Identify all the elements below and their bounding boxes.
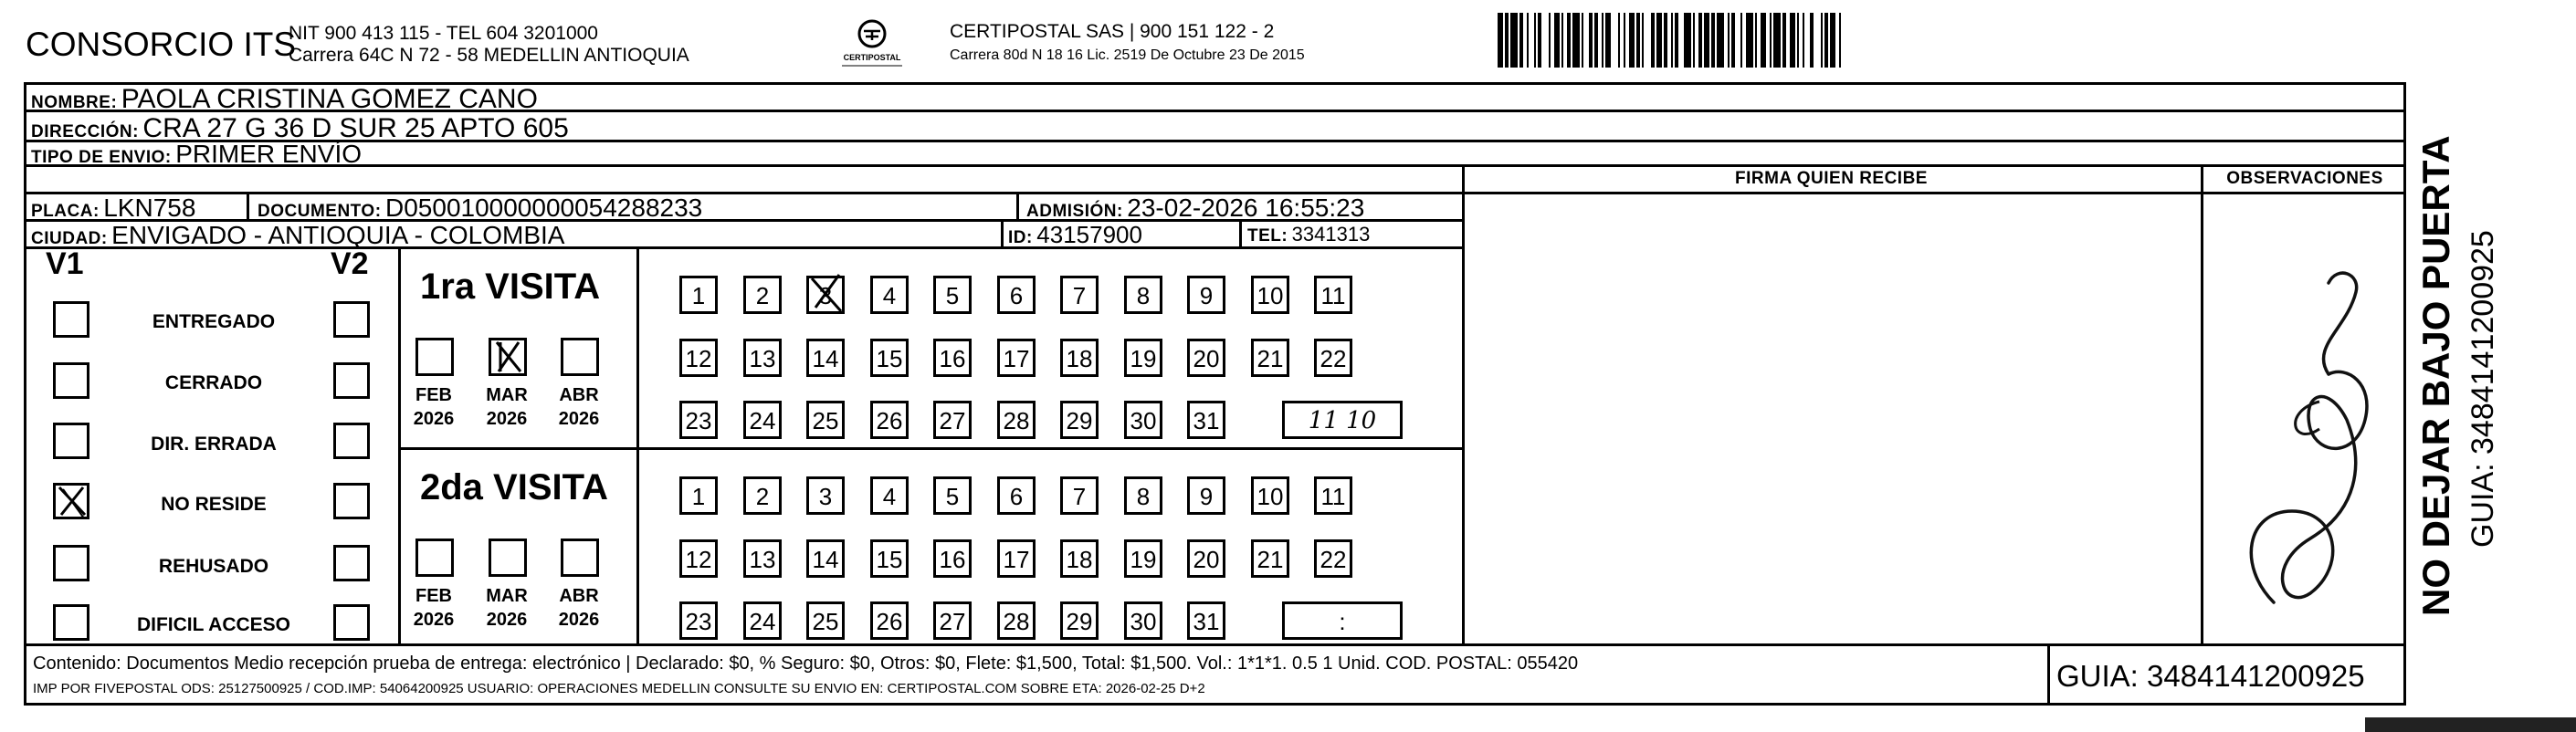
visit-title: 2da VISITA bbox=[420, 467, 608, 507]
reason-label: DIR. ERRADA bbox=[151, 434, 277, 455]
ciudad-value: ENVIGADO - ANTIOQUIA - COLOMBIA bbox=[111, 221, 565, 249]
day-box[interactable]: 18 bbox=[1060, 539, 1099, 578]
day-box[interactable]: 26 bbox=[870, 601, 909, 640]
reason-label: ENTREGADO bbox=[152, 311, 276, 332]
day-box[interactable]: 11 bbox=[1314, 476, 1352, 515]
documento-field bbox=[258, 193, 702, 223]
divider bbox=[2201, 164, 2203, 646]
barcode-bar bbox=[1790, 13, 1795, 68]
divider bbox=[398, 447, 1465, 450]
month-label bbox=[479, 383, 534, 431]
divider bbox=[636, 246, 639, 643]
day-box[interactable]: 30 bbox=[1124, 401, 1162, 439]
v1-checkbox[interactable] bbox=[53, 362, 89, 399]
certipostal-logo bbox=[831, 18, 913, 69]
check-x-icon bbox=[56, 486, 87, 517]
barcode-bar bbox=[1740, 13, 1742, 68]
side-guia: GUIA: 3484141200925 bbox=[2466, 230, 2500, 548]
barcode-bar bbox=[1624, 13, 1625, 68]
v2-label: V2 bbox=[331, 246, 369, 281]
barcode-bar bbox=[1618, 13, 1620, 68]
barcode-bar bbox=[1572, 13, 1580, 68]
barcode-bar bbox=[1671, 13, 1673, 68]
barcode-bar bbox=[1567, 13, 1571, 68]
month-checkbox[interactable] bbox=[489, 539, 527, 577]
month-name: MAR bbox=[486, 586, 528, 606]
day-box[interactable]: 15 bbox=[870, 539, 909, 578]
barcode-bar bbox=[1594, 13, 1598, 68]
day-box[interactable]: 29 bbox=[1060, 601, 1099, 640]
barcode-bar bbox=[1519, 13, 1523, 68]
day-box[interactable]: 24 bbox=[743, 601, 782, 640]
month-label bbox=[552, 383, 606, 431]
day-box[interactable]: 9 bbox=[1187, 276, 1225, 314]
v2-checkbox[interactable] bbox=[333, 423, 370, 459]
ciudad-label: CIUDAD: bbox=[31, 229, 108, 248]
barcode-bar bbox=[1698, 13, 1702, 68]
reason-label: CERRADO bbox=[164, 372, 263, 393]
v2-checkbox[interactable] bbox=[333, 362, 370, 399]
day-box[interactable]: 25 bbox=[806, 401, 845, 439]
barcode-bar bbox=[1656, 13, 1662, 68]
tel-value: 3341313 bbox=[1291, 223, 1371, 246]
divider bbox=[24, 164, 2406, 167]
nombre-field bbox=[31, 84, 538, 115]
nombre-value: PAOLA CRISTINA GOMEZ CANO bbox=[121, 84, 538, 114]
month-checkbox[interactable] bbox=[415, 539, 454, 577]
barcode-bar bbox=[1582, 13, 1583, 68]
day-box[interactable]: 25 bbox=[806, 601, 845, 640]
day-box[interactable]: 31 bbox=[1187, 401, 1225, 439]
no-dejar-bajo-puerta: NO DEJAR BAJO PUERTA bbox=[2414, 135, 2457, 616]
reason-label: REHUSADO bbox=[158, 556, 269, 577]
certipostal-line-2: Carrera 80d N 18 16 Lic. 2519 De Octubre 23 De 2015 bbox=[950, 47, 1305, 63]
barcode-bar bbox=[1797, 13, 1799, 68]
id-field bbox=[1008, 221, 1142, 249]
tipo-envio-label: TIPO DE ENVIO: bbox=[31, 148, 172, 167]
barcode-bar bbox=[1589, 13, 1593, 68]
barcode-bar bbox=[1773, 13, 1781, 68]
barcode-bar bbox=[1731, 13, 1735, 68]
day-box[interactable]: 22 bbox=[1314, 539, 1352, 578]
reason-label: DIFICIL ACCESO bbox=[136, 614, 290, 635]
check-x-icon bbox=[806, 271, 848, 313]
month-name: MAR bbox=[486, 385, 528, 405]
month-name: ABR bbox=[559, 586, 599, 606]
documento-value: D050010000000054288233 bbox=[385, 193, 703, 222]
day-box[interactable]: 15 bbox=[870, 339, 909, 377]
day-box[interactable]: 1 bbox=[679, 276, 718, 314]
day-box[interactable]: 8 bbox=[1124, 476, 1162, 515]
barcode-bar bbox=[1770, 13, 1772, 68]
day-box[interactable]: 28 bbox=[997, 401, 1036, 439]
day-number: 3 bbox=[818, 282, 833, 309]
month-label bbox=[406, 584, 461, 632]
day-box[interactable]: 2 bbox=[743, 476, 782, 515]
day-box[interactable]: 27 bbox=[933, 601, 972, 640]
id-value: 43157900 bbox=[1036, 221, 1142, 248]
day-box[interactable]: 21 bbox=[1251, 339, 1289, 377]
barcode-bar bbox=[1505, 13, 1509, 68]
day-box[interactable] bbox=[806, 276, 845, 314]
day-box[interactable]: 28 bbox=[997, 601, 1036, 640]
month-checkbox[interactable] bbox=[561, 539, 599, 577]
v1-checkbox[interactable] bbox=[53, 301, 89, 338]
barcode-bar bbox=[1821, 13, 1823, 68]
bottom-edge-mark bbox=[2365, 717, 2576, 732]
month-year: 2026 bbox=[486, 409, 528, 429]
tipo-envio-value: PRIMER ENVÍO bbox=[175, 140, 363, 168]
visit-title: 1ra VISITA bbox=[420, 267, 601, 307]
divider bbox=[1001, 219, 1004, 246]
month-name: FEB bbox=[415, 586, 452, 606]
barcode-bar bbox=[1810, 13, 1814, 68]
day-box[interactable]: 10 bbox=[1251, 476, 1289, 515]
barcode-bar bbox=[1684, 13, 1691, 68]
barcode-bar bbox=[1605, 13, 1611, 68]
day-box[interactable]: 19 bbox=[1124, 539, 1162, 578]
day-box[interactable]: 23 bbox=[679, 601, 718, 640]
documento-label: DOCUMENTO: bbox=[258, 202, 382, 221]
day-box[interactable]: 19 bbox=[1124, 339, 1162, 377]
barcode-bar bbox=[1642, 13, 1644, 68]
v1-checkbox[interactable] bbox=[53, 545, 89, 581]
barcode-bar bbox=[1554, 13, 1560, 68]
day-box[interactable]: 20 bbox=[1187, 539, 1225, 578]
barcode-bar bbox=[1693, 13, 1695, 68]
firma-label: FIRMA QUIEN RECIBE bbox=[1735, 169, 1928, 188]
barcode-bar bbox=[1803, 13, 1804, 68]
month-checkbox[interactable] bbox=[561, 338, 599, 376]
day-box[interactable]: 1 bbox=[679, 476, 718, 515]
barcode-bar bbox=[1534, 13, 1536, 68]
barcode-bar bbox=[1675, 13, 1678, 68]
day-box[interactable]: 12 bbox=[679, 339, 718, 377]
v1-checkbox[interactable] bbox=[53, 483, 89, 519]
day-box[interactable]: 5 bbox=[933, 476, 972, 515]
certipostal-line-1: CERTIPOSTAL SAS | 900 151 122 - 2 bbox=[950, 21, 1275, 42]
day-box[interactable]: 29 bbox=[1060, 401, 1099, 439]
divider bbox=[2047, 643, 2050, 706]
divider bbox=[247, 192, 249, 219]
day-box[interactable]: 2 bbox=[743, 276, 782, 314]
nombre-label: NOMBRE: bbox=[31, 93, 118, 112]
placa-field bbox=[31, 193, 195, 223]
time-box[interactable]: : bbox=[1282, 601, 1403, 640]
day-box[interactable]: 3 bbox=[806, 476, 845, 515]
month-label bbox=[479, 584, 534, 632]
v1-checkbox[interactable] bbox=[53, 604, 89, 641]
barcode-bar bbox=[1549, 13, 1551, 68]
reason-label: NO RESIDE bbox=[161, 494, 267, 515]
day-box[interactable]: 14 bbox=[806, 539, 845, 578]
month-year: 2026 bbox=[558, 409, 600, 429]
v2-checkbox[interactable] bbox=[333, 301, 370, 338]
barcode-bar bbox=[1839, 13, 1841, 68]
day-box[interactable]: 31 bbox=[1187, 601, 1225, 640]
month-name: FEB bbox=[415, 385, 452, 405]
recipient-signature bbox=[2210, 237, 2392, 630]
day-box[interactable]: 18 bbox=[1060, 339, 1099, 377]
v2-checkbox[interactable] bbox=[333, 483, 370, 519]
v2-checkbox[interactable] bbox=[333, 545, 370, 581]
barcode-bar bbox=[1636, 13, 1640, 68]
day-box[interactable]: 23 bbox=[679, 401, 718, 439]
month-year: 2026 bbox=[558, 610, 600, 630]
day-box[interactable]: 13 bbox=[743, 539, 782, 578]
barcode bbox=[1498, 13, 2219, 68]
divider bbox=[398, 246, 401, 643]
divider bbox=[1016, 192, 1019, 219]
barcode-bar bbox=[1629, 13, 1635, 68]
admision-label: ADMISIÓN: bbox=[1026, 202, 1123, 221]
company-name: CONSORCIO ITS bbox=[26, 26, 297, 63]
day-box[interactable]: 10 bbox=[1251, 276, 1289, 314]
month-year: 2026 bbox=[413, 409, 455, 429]
barcode-bar bbox=[1717, 13, 1724, 68]
barcode-bar bbox=[1830, 13, 1835, 68]
month-checkbox[interactable] bbox=[489, 338, 527, 376]
barcode-bar bbox=[1602, 13, 1603, 68]
ciudad-field bbox=[31, 221, 564, 250]
month-year: 2026 bbox=[413, 610, 455, 630]
guia-footer: GUIA: 3484141200925 bbox=[2056, 659, 2365, 693]
tipo-envio-field bbox=[31, 140, 362, 169]
company-info-line-1: NIT 900 413 115 - TEL 604 3201000 bbox=[289, 23, 598, 44]
tel-label: TEL: bbox=[1247, 226, 1288, 246]
day-box[interactable]: 4 bbox=[870, 276, 909, 314]
month-checkbox[interactable] bbox=[415, 338, 454, 376]
admision-value: 23-02-2026 16:55:23 bbox=[1127, 193, 1365, 222]
logo-text: CERTIPOSTAL bbox=[843, 53, 901, 62]
direccion-value: CRA 27 G 36 D SUR 25 APTO 605 bbox=[142, 113, 569, 143]
day-box[interactable]: 16 bbox=[933, 539, 972, 578]
day-box[interactable]: 11 bbox=[1314, 276, 1352, 314]
day-box[interactable]: 20 bbox=[1187, 339, 1225, 377]
divider bbox=[1462, 164, 1465, 646]
day-box[interactable]: 17 bbox=[997, 339, 1036, 377]
barcode-bar bbox=[1782, 13, 1786, 68]
observaciones-label: OBSERVACIONES bbox=[2226, 169, 2383, 188]
divider bbox=[1239, 219, 1242, 246]
id-label: ID: bbox=[1008, 228, 1033, 247]
barcode-bar bbox=[1651, 13, 1655, 68]
check-x-icon bbox=[491, 340, 524, 373]
time-box[interactable]: 11 10 bbox=[1282, 401, 1403, 439]
v1-checkbox[interactable] bbox=[53, 423, 89, 459]
day-box[interactable]: 7 bbox=[1060, 276, 1099, 314]
day-box[interactable]: 12 bbox=[679, 539, 718, 578]
barcode-bar bbox=[1728, 13, 1730, 68]
v2-checkbox[interactable] bbox=[333, 604, 370, 641]
month-name: ABR bbox=[559, 385, 599, 405]
barcode-bar bbox=[1527, 13, 1529, 68]
barcode-bar bbox=[1561, 13, 1563, 68]
day-box[interactable]: 27 bbox=[933, 401, 972, 439]
month-label bbox=[552, 584, 606, 632]
day-box[interactable]: 8 bbox=[1124, 276, 1162, 314]
barcode-bar bbox=[1746, 13, 1753, 68]
day-box[interactable]: 5 bbox=[933, 276, 972, 314]
divider bbox=[1462, 192, 2406, 194]
barcode-bar bbox=[1538, 13, 1541, 68]
day-box[interactable]: 21 bbox=[1251, 539, 1289, 578]
contenido-line: Contenido: Documentos Medio recepción prueba de entrega: electrónico | Declarado: $0, % Seguro: $0, Otros: $0, Flete: $1,500, Total: $1,500. Vol.: 1*1*1. 0.5 1 Unid. COD. POSTAL: 055420 bbox=[33, 654, 1579, 674]
month-label bbox=[406, 383, 461, 431]
barcode-bar bbox=[1755, 13, 1757, 68]
day-box[interactable]: 30 bbox=[1124, 601, 1162, 640]
day-box[interactable]: 9 bbox=[1187, 476, 1225, 515]
day-box[interactable]: 14 bbox=[806, 339, 845, 377]
barcode-bar bbox=[1510, 13, 1518, 68]
day-box[interactable]: 6 bbox=[997, 276, 1036, 314]
barcode-bar bbox=[1711, 13, 1715, 68]
placa-value: LKN758 bbox=[103, 193, 196, 222]
direccion-label: DIRECCIÓN: bbox=[31, 122, 139, 141]
day-box[interactable]: 26 bbox=[870, 401, 909, 439]
day-box[interactable]: 22 bbox=[1314, 339, 1352, 377]
barcode-bar bbox=[1498, 13, 1503, 68]
day-box[interactable]: 24 bbox=[743, 401, 782, 439]
barcode-bar bbox=[1664, 13, 1667, 68]
barcode-bar bbox=[1761, 13, 1766, 68]
barcode-bar bbox=[1704, 13, 1709, 68]
day-box[interactable]: 6 bbox=[997, 476, 1036, 515]
v1-label: V1 bbox=[46, 246, 84, 281]
month-year: 2026 bbox=[486, 610, 528, 630]
barcode-bar bbox=[1824, 13, 1828, 68]
admision-field bbox=[1026, 193, 1364, 223]
day-box[interactable]: 4 bbox=[870, 476, 909, 515]
placa-label: PLACA: bbox=[31, 202, 100, 221]
day-box[interactable]: 17 bbox=[997, 539, 1036, 578]
tel-field bbox=[1247, 223, 1370, 246]
day-box[interactable]: 16 bbox=[933, 339, 972, 377]
day-box[interactable]: 13 bbox=[743, 339, 782, 377]
imp-line: IMP POR FIVEPOSTAL ODS: 25127500925 / COD.IMP: 54064200925 USUARIO: OPERACIONES MEDELLIN CONSULTE SU ENVIO EN: CERTIPOSTAL.COM SOBRE ETA: 2026-02-25 D+2 bbox=[33, 681, 1205, 696]
certipostal-logo-icon bbox=[831, 18, 913, 69]
company-info-line-2: Carrera 64C N 72 - 58 MEDELLIN ANTIOQUIA bbox=[289, 45, 689, 66]
day-box[interactable]: 7 bbox=[1060, 476, 1099, 515]
